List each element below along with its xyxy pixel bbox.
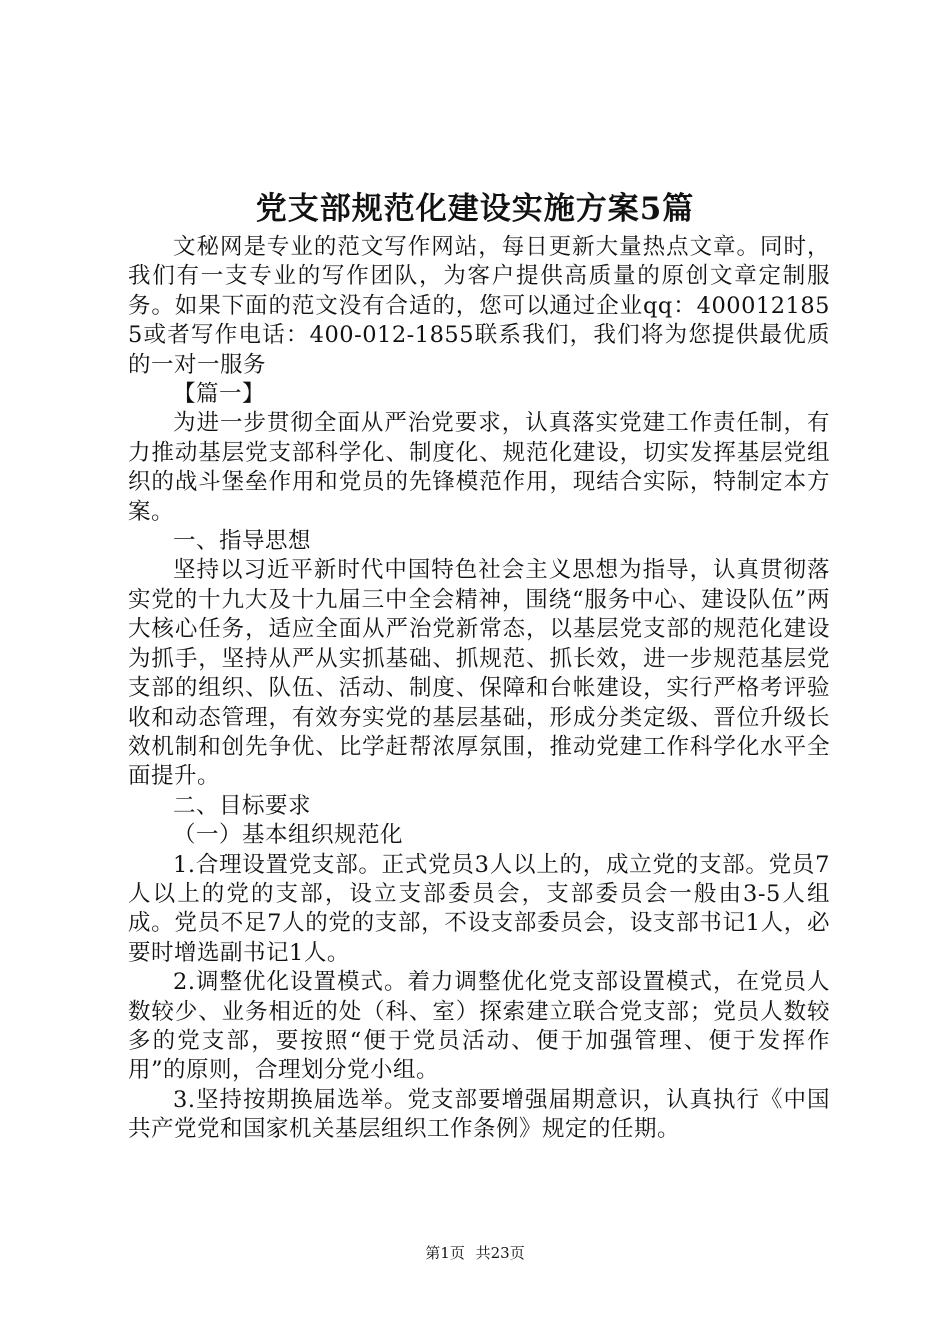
page-footer — [0, 1243, 950, 1263]
item-2-paragraph: 2.调整优化设置模式。着力调整优化党支部设置模式，在党员人数较少、业务相近的处（科、室）探索建立联合党支部；党员人数较多的党支部，要按照“便于党员活动、便于加强管理、便于发挥作用”的原则，合理划分党小组。 — [128, 969, 830, 1084]
subheading-basic-organization: （一）基本组织规范化 — [173, 822, 404, 849]
intro-paragraph: 文秘网是专业的范文写作网站，每日更新大量热点文章。同时，我们有一支专业的写作团队，为客户提供高质量的原创文章定制服务。如果下面的范文没有合适的，您可以通过企业qq：4000121855或者写作电话：400-012-1855联系我们，我们将为您提供最优质的一对一服务 — [128, 234, 830, 378]
preface-paragraph: 为进一步贯彻全面从严治党要求，认真落实党建工作责任制，有力推动基层党支部科学化、制度化、规范化建设，切实发挥基层党组织的战斗堡垒作用和党员的先锋模范作用，现结合实际，特制定本方案。 — [128, 410, 830, 525]
guiding-thought-paragraph: 坚持以习近平新时代中国特色社会主义思想为指导，认真贯彻落实党的十九大及十九届三中全会精神，围绕“服务中心、建设队伍”两大核心任务，适应全面从严治党新常态，以基层党支部的规范化建设为抓手，坚持从严从实抓基础、抓规范、抓长效，进一步规范基层党支部的组织、队伍、活动、制度、保障和台帐建设，实行严格考评验收和动态管理，有效夯实党的基层基础，形成分类定级、晋位升级长效机制和创先争优、比学赶帮浓厚氛围，推动党建工作科学化水平全面提升。 — [128, 557, 830, 790]
heading-goals: 二、目标要求 — [173, 792, 312, 819]
document-body — [128, 233, 830, 1145]
page-total: 共23页 — [475, 1244, 525, 1262]
item-3-paragraph: 3.坚持按期换届选举。党支部要增强届期意识，认真执行《中国共产党党和国家机关基层组织工作条例》规定的任期。 — [128, 1086, 830, 1143]
document-title: 党支部规范化建设实施方案5篇 — [255, 191, 695, 227]
section-marker: 【篇一】 — [173, 381, 266, 408]
heading-guiding-thought: 一、指导思想 — [173, 528, 312, 555]
item-1-paragraph: 1.合理设置党支部。正式党员3人以上的，成立党的支部。党员7人以上的党的支部，设立支部委员会，支部委员会一般由3-5人组成。党员不足7人的党的支部，不设支部委员会，设支部书记1人，必要时增选副书记1人。 — [128, 851, 830, 966]
page-number: 第1页 — [425, 1244, 465, 1262]
